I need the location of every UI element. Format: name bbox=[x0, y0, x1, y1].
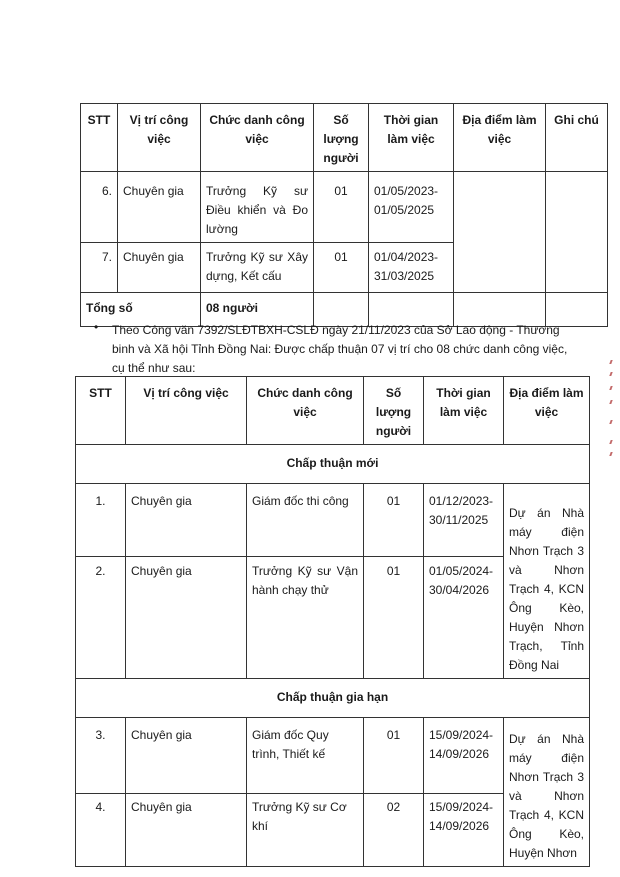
header-position: Vị trí công việc bbox=[118, 104, 201, 172]
section-new-approval: Chấp thuận mới bbox=[76, 445, 590, 484]
header-stt: STT bbox=[76, 377, 126, 445]
edge-stamp-mark bbox=[608, 440, 616, 446]
header-period: Thời gian làm việc bbox=[369, 104, 454, 172]
cell-stt: 3. bbox=[76, 718, 126, 794]
cell-stt: 6. bbox=[81, 172, 118, 243]
cell-qty: 01 bbox=[314, 243, 369, 293]
cell-position: Chuyên gia bbox=[118, 243, 201, 293]
cell-position: Chuyên gia bbox=[118, 172, 201, 243]
header-title: Chức danh công việc bbox=[201, 104, 314, 172]
cell-qty: 01 bbox=[364, 718, 424, 794]
cell-title: Giám đốc Quy trình, Thiết kế bbox=[247, 718, 364, 794]
edge-stamp-mark bbox=[608, 386, 616, 392]
header-qty: Số lượng người bbox=[364, 377, 424, 445]
header-notes: Ghi chú bbox=[546, 104, 608, 172]
cell-location: Dự án Nhà máy điện Nhơn Trạch 3 và Nhơn Trạch 4, KCN Ông Kèo, Huyện Nhơn Trạch, Tỉnh Đồng Nai bbox=[504, 484, 590, 679]
cell-position: Chuyên gia bbox=[126, 718, 247, 794]
cell-title: Giám đốc thi công bbox=[247, 484, 364, 557]
table-header-row bbox=[76, 377, 590, 445]
cell-period: 01/05/2024-30/04/2026 bbox=[424, 556, 504, 678]
total-value: 08 người bbox=[201, 293, 314, 327]
cell-position: Chuyên gia bbox=[126, 794, 247, 867]
edge-stamp-mark bbox=[608, 360, 616, 366]
cell-position: Chuyên gia bbox=[126, 556, 247, 678]
cell-stt: 2. bbox=[76, 556, 126, 678]
cell-location: Dự án Nhà máy điện Nhơn Trạch 3 và Nhơn Trạch 4, KCN Ông Kèo, Huyện Nhơn bbox=[504, 718, 590, 867]
header-qty: Số lượng người bbox=[314, 104, 369, 172]
cell-title: Trưởng Kỹ sư Điều khiển và Đo lường bbox=[201, 172, 314, 243]
cell-period: 15/09/2024-14/09/2026 bbox=[424, 794, 504, 867]
cell-stt: 4. bbox=[76, 794, 126, 867]
header-location: Địa điểm làm việc bbox=[454, 104, 546, 172]
approval-note: Theo Công văn 7392/SLĐTBXH-CSLĐ ngày 21/11/2023 của Sở Lao động - Thương binh và Xã hội Tỉnh Đồng Nai: Được chấp thuận 07 vị trí cho 08 chức danh công việc, cụ thể như sau: bbox=[112, 323, 568, 375]
cell-period: 01/05/2023-01/05/2025 bbox=[369, 172, 454, 243]
cell-title: Trưởng Kỹ sư Cơ khí bbox=[247, 794, 364, 867]
header-stt: STT bbox=[81, 104, 118, 172]
cell-position: Chuyên gia bbox=[126, 484, 247, 557]
section-extension-approval: Chấp thuận gia hạn bbox=[76, 679, 590, 718]
job-table-continued bbox=[80, 103, 608, 327]
cell-notes bbox=[546, 172, 608, 293]
total-label: Tổng số bbox=[81, 293, 201, 327]
section-row bbox=[76, 445, 590, 484]
edge-stamp-mark bbox=[608, 452, 616, 458]
edge-stamp-mark bbox=[608, 400, 616, 406]
approved-positions-table bbox=[75, 376, 590, 867]
edge-stamp-mark bbox=[608, 372, 616, 378]
bullet-marker: • bbox=[94, 320, 99, 334]
header-position: Vị trí công việc bbox=[126, 377, 247, 445]
cell-qty: 01 bbox=[364, 484, 424, 557]
table-header-row bbox=[81, 104, 608, 172]
section-row bbox=[76, 679, 590, 718]
cell-stt: 7. bbox=[81, 243, 118, 293]
cell-qty: 01 bbox=[364, 556, 424, 678]
cell-period: 15/09/2024-14/09/2026 bbox=[424, 718, 504, 794]
table-row bbox=[81, 172, 608, 243]
cell-stt: 1. bbox=[76, 484, 126, 557]
table-row bbox=[76, 718, 590, 794]
header-period: Thời gian làm việc bbox=[424, 377, 504, 445]
cell-title: Trưởng Kỹ sư Xây dựng, Kết cấu bbox=[201, 243, 314, 293]
cell-title: Trưởng Kỹ sư Vận hành chạy thử bbox=[247, 556, 364, 678]
cell-location bbox=[454, 172, 546, 293]
edge-stamp-mark bbox=[608, 420, 616, 426]
header-location: Địa điểm làm việc bbox=[504, 377, 590, 445]
cell-period: 01/04/2023-31/03/2025 bbox=[369, 243, 454, 293]
cell-qty: 02 bbox=[364, 794, 424, 867]
cell-qty: 01 bbox=[314, 172, 369, 243]
table-row bbox=[76, 484, 590, 557]
cell-period: 01/12/2023-30/11/2025 bbox=[424, 484, 504, 557]
header-title: Chức danh công việc bbox=[247, 377, 364, 445]
